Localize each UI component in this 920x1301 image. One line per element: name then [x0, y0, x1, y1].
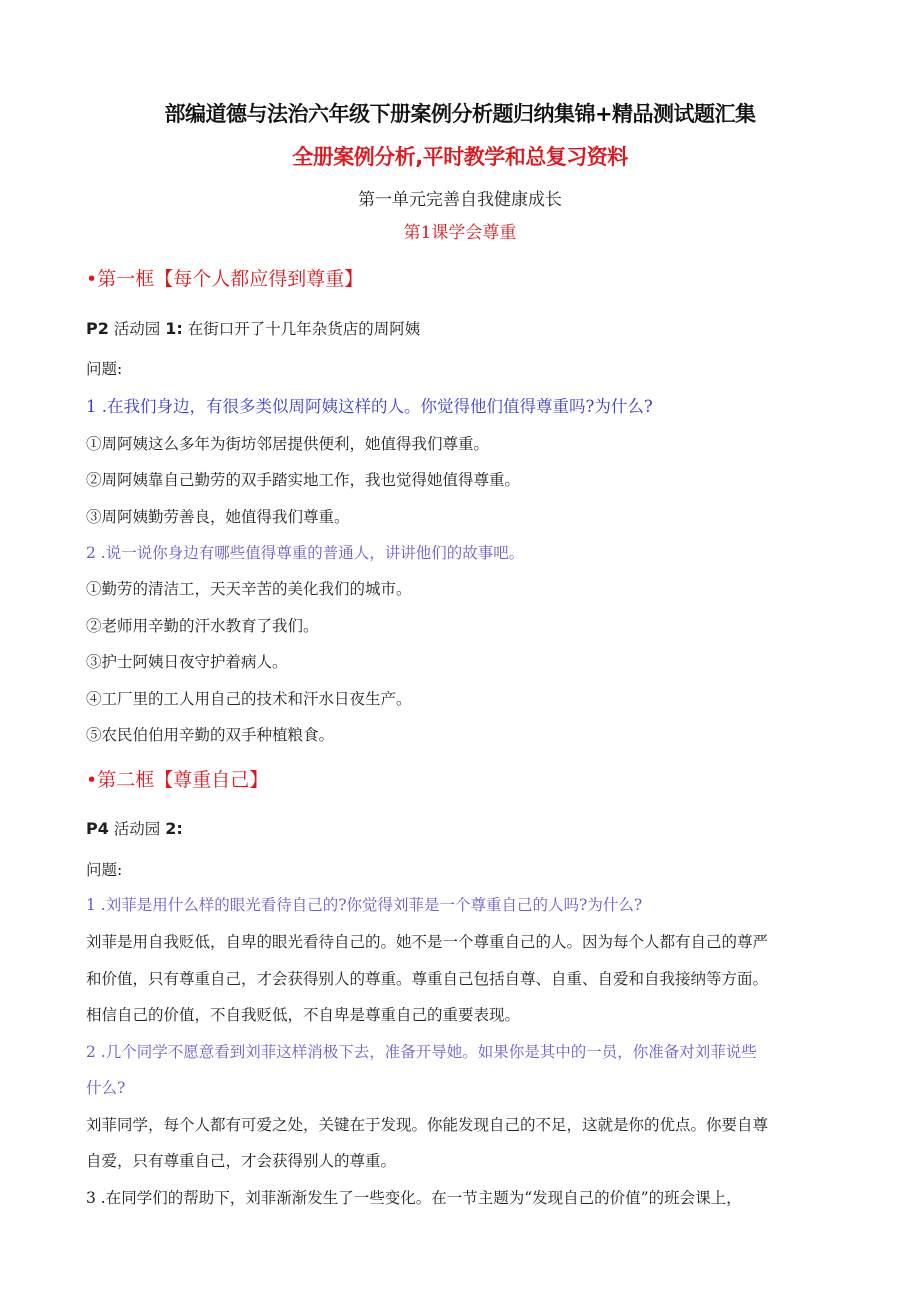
answer-line: 和价值，只有尊重自己，才会获得别人的尊重。尊重自己包括自尊、自重、自爱和自我接纳等方面。	[86, 970, 769, 988]
answer-line: ②周阿姨靠自己勤劳的双手踏实地工作，我也觉得她值得尊重。	[86, 471, 521, 489]
question-3: 3 .在同学们的帮助下，刘菲渐渐发生了一些变化。在一节主题为“发现自己的价值”的班会课上，	[86, 1189, 742, 1207]
lesson-heading: 第1课学会尊重	[403, 223, 517, 243]
section1-activity	[86, 317, 420, 339]
activity-text: 活动园	[113, 820, 161, 838]
activity-page-label: P4	[86, 819, 109, 838]
answer-line: ②老师用辛勤的汗水教育了我们。	[86, 617, 319, 635]
question-label: 问题:	[86, 360, 123, 378]
activity-description: 在街口开了十几年杂货店的周阿姨	[187, 320, 421, 338]
answer-line: 自爱，只有尊重自己，才会获得别人的尊重。	[86, 1152, 397, 1170]
question-label: 问题:	[86, 861, 123, 879]
document-title: 部编道德与法治六年级下册案例分析题归纳集锦+精品测试题汇集	[164, 102, 756, 126]
activity-page-label: P2	[86, 319, 109, 338]
section2-heading: •第二框【尊重自己】	[86, 769, 269, 791]
section2-activity	[86, 817, 183, 839]
activity-text: 活动园	[113, 320, 161, 338]
activity-number: 1:	[165, 319, 183, 338]
answer-line: 刘菲同学，每个人都有可爱之处，关键在于发现。你能发现自己的不足，这就是你的优点。你要自尊	[86, 1116, 769, 1134]
activity-number: 2:	[165, 819, 183, 838]
answer-line: 刘菲是用自我贬低，自卑的眼光看待自己的。她不是一个尊重自己的人。因为每个人都有自己的尊严	[86, 933, 769, 951]
question-2: 2 .几个同学不愿意看到刘菲这样消极下去，准备开导她。如果你是其中的一员，你准备对刘菲说些	[86, 1043, 757, 1061]
section1-heading: •第一框【每个人都应得到尊重】	[86, 268, 364, 290]
answer-line: ⑤农民伯伯用辛勤的双手种植粮食。	[86, 726, 335, 744]
unit-heading: 第一单元完善自我健康成长	[358, 190, 562, 210]
answer-line: 相信自己的价值，不自我贬低，不自卑是尊重自己的重要表现。	[86, 1006, 521, 1024]
answer-line: ③周阿姨勤劳善良，她值得我们尊重。	[86, 508, 350, 526]
answer-line: ①勤劳的清洁工，天天辛苦的美化我们的城市。	[86, 580, 412, 598]
question-1: 1 .在我们身边，有很多类似周阿姨这样的人。你觉得他们值得尊重吗?为什么?	[86, 397, 653, 416]
answer-line: ③护士阿姨日夜守护着病人。	[86, 653, 288, 671]
question-1: 1 .刘菲是用什么样的眼光看待自己的?你觉得刘菲是一个尊重自己的人吗?为什么?	[86, 896, 643, 914]
question-2-continued: 什么?	[86, 1079, 126, 1097]
question-2: 2 .说一说你身边有哪些值得尊重的普通人，讲讲他们的故事吧。	[86, 544, 525, 562]
answer-line: ①周阿姨这么多年为街坊邻居提供便利，她值得我们尊重。	[86, 435, 490, 453]
document-subtitle: 全册案例分析,平时教学和总复习资料	[292, 145, 628, 169]
answer-line: ④工厂里的工人用自己的技术和汗水日夜生产。	[86, 690, 412, 708]
